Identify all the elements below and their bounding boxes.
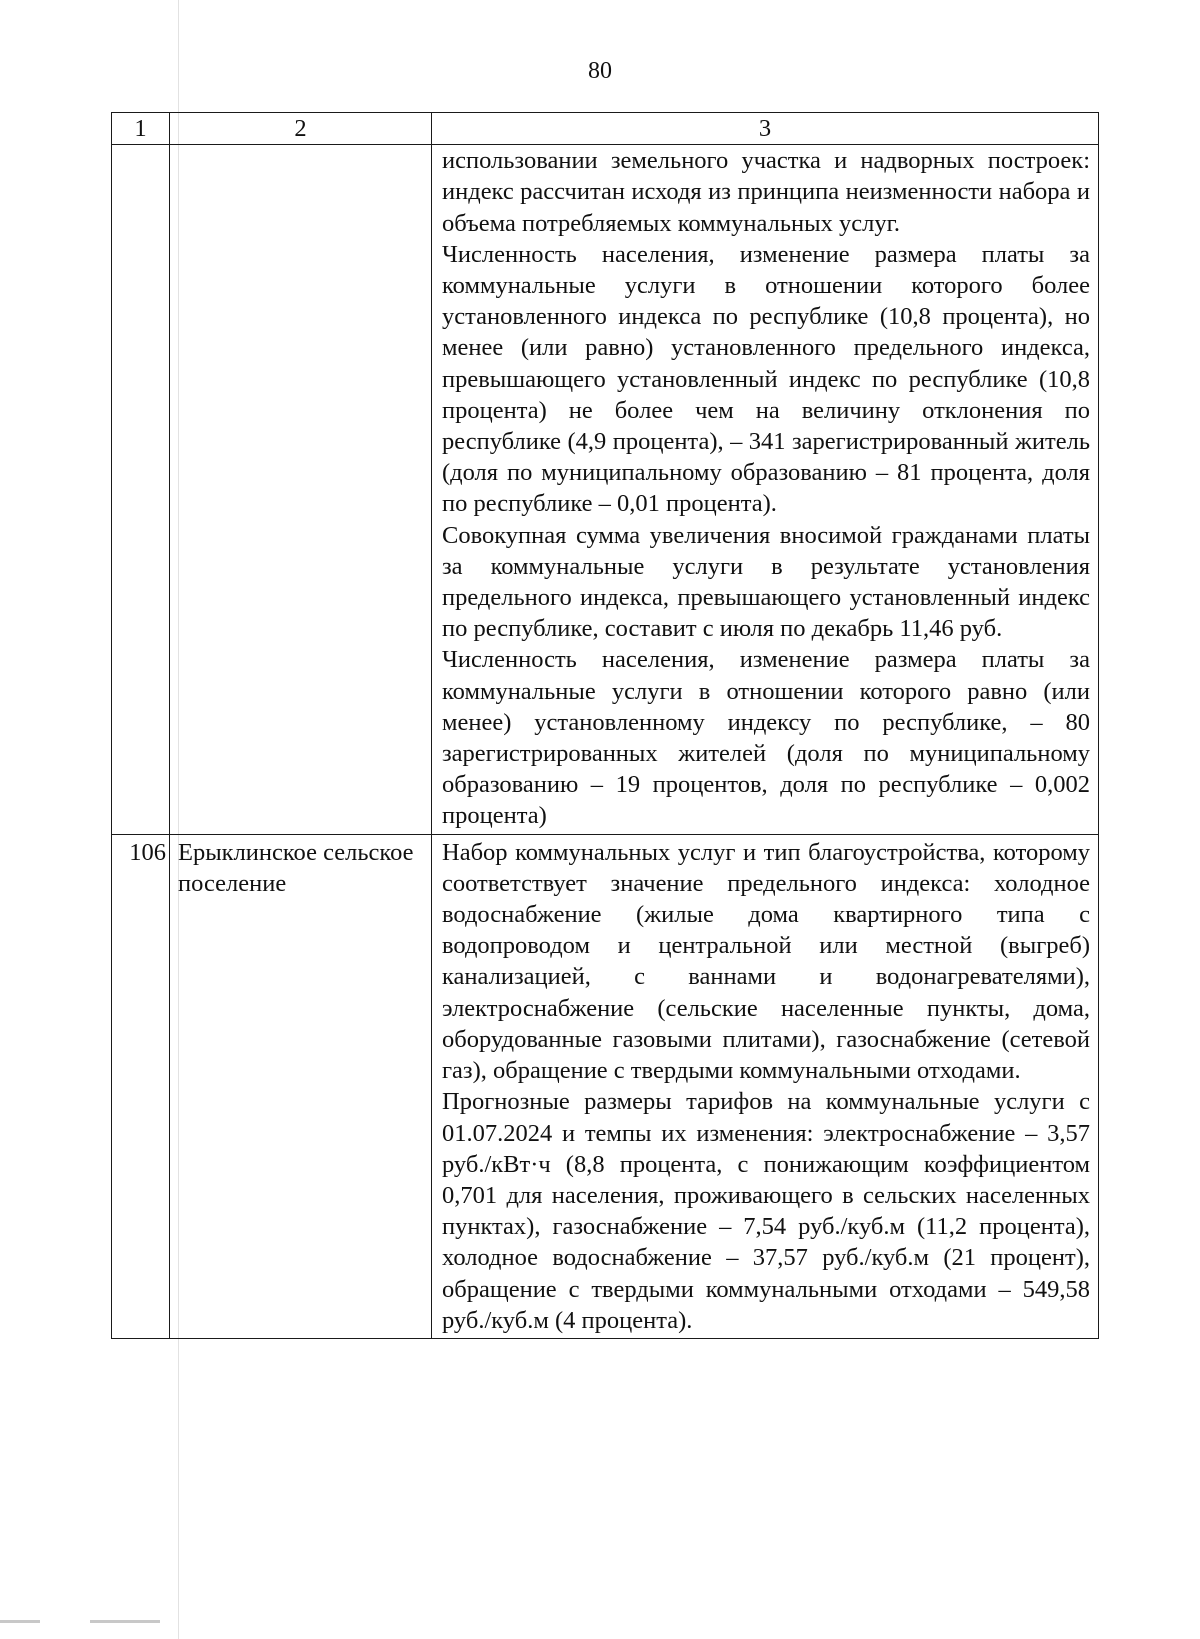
row-name-cell xyxy=(170,145,432,834)
row-description-cell xyxy=(432,145,1099,834)
description-paragraph: Набор коммунальных услуг и тип благоустройства, которому соответствует значение предельного индекса: холодное водоснабжение (жилые дома квартирного типа с водопроводом и центральной или местной (выгреб) канализацией, с ваннами и водонагревателями), электроснабжение (сельские населенные пункты, дома, оборудованные газовыми плитами), газоснабжение (сетевой газ), обращение с твердыми коммунальными отходами. xyxy=(442,838,1090,1085)
header-col-1: 1 xyxy=(112,113,170,145)
row-name-cell: Ерыклинское сельское поселение xyxy=(170,834,432,1338)
description-paragraph: использовании земельного участка и надворных построек: индекс рассчитан исходя из принципа неизменности набора и объема потребляемых коммунальных услуг. xyxy=(442,147,1090,237)
row-number-cell xyxy=(112,145,170,834)
description-paragraph: Совокупная сумма увеличения вносимой гражданами платы за коммунальные услуги в результате установления предельного индекса, превышающего установленный индекс по республике, составит с июля по декабрь 11,46 руб. xyxy=(442,521,1090,643)
header-col-2: 2 xyxy=(170,113,432,145)
scan-artifact xyxy=(90,1620,160,1623)
header-col-3: 3 xyxy=(432,113,1099,145)
scan-artifact xyxy=(0,1620,40,1623)
table-row xyxy=(112,145,1099,834)
row-description-cell xyxy=(432,834,1099,1338)
description-paragraph: Численность населения, изменение размера платы за коммунальные услуги в отношении которого равно (или менее) установленному индексу по республике, – 80 зарегистрированных жителей (доля по муниципальному образованию – 19 процентов, доля по республике – 0,002 процента) xyxy=(442,646,1090,830)
description-paragraph: Численность населения, изменение размера платы за коммунальные услуги в отношении которого более установленного индекса по республике (10,8 процента), но менее (или равно) установленного предельного индекса, превышающего установленный индекс по республике (10,8 процента) не более чем на величину отклонения по республике (4,9 процента), – 341 зарегистрированный житель (доля по муниципальному образованию – 81 процента, доля по республике – 0,01 процента). xyxy=(442,240,1090,518)
document-table xyxy=(111,112,1099,1339)
table-row xyxy=(112,834,1099,1338)
description-paragraph: Прогнозные размеры тарифов на коммунальные услуги с 01.07.2024 и темпы их изменения: электроснабжение – 3,57 руб./кВт·ч (8,8 процента, с понижающим коэффициентом 0,701 для населения, проживающего в сельских населенных пунктах), газоснабжение – 7,54 руб./куб.м (11,2 процента), холодное водоснабжение – 37,57 руб./куб.м (21 процент), обращение с твердыми коммунальными отходами – 549,58 руб./куб.м (4 процента). xyxy=(442,1088,1090,1334)
row-number-cell: 106 xyxy=(112,834,170,1338)
page-number: 80 xyxy=(588,58,612,84)
table-header-row xyxy=(112,113,1099,145)
